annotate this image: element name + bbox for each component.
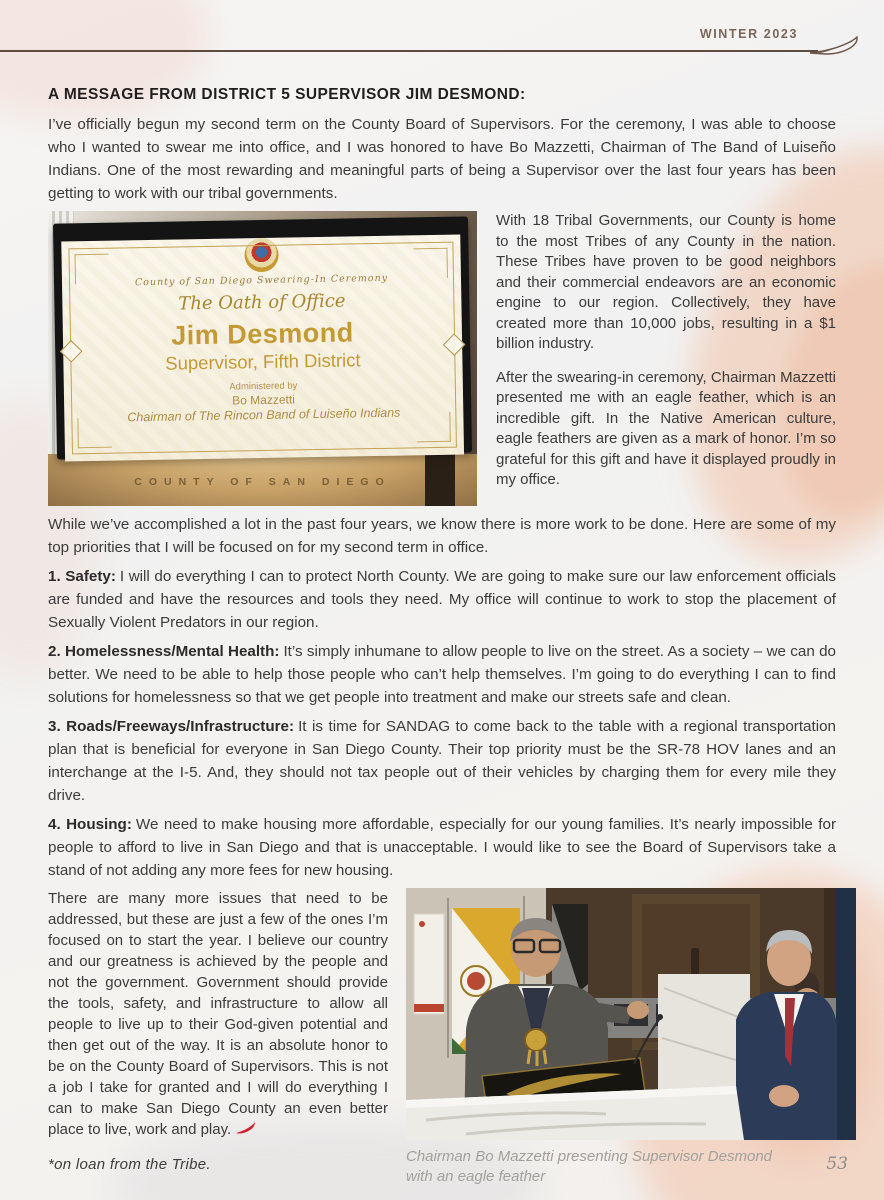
- priorities-intro: While we’ve accomplished a lot in the past four years, we know there is more work to be done. Here are some of my top priorities that I will be focused on for my second term in office.: [48, 516, 836, 556]
- priority-label: 3. Roads/Freeways/Infrastructure:: [48, 718, 295, 735]
- priority-text: We need to make housing more affordable, especially for our young families. It’s nearly impossible for people to afford to live in San Diego and that is unacceptable. I would like to see the Board of Supervisors take a stand of not adding any more fees for new housing.: [48, 816, 836, 879]
- administrator-name: Bo Mazzetti: [232, 392, 296, 408]
- eagle-feather-presentation-photo: [406, 888, 856, 1140]
- priority-text: It is time for SANDAG to come back to the table with a regional transportation plan that is beneficial for everyone in San Diego County. Their top priority must be the SR-78 HOV lanes and an interchange at the I-5. And, they should not tax people out of their vehicles by charging them for every mile they drive.: [48, 718, 836, 804]
- presentation-screen: [53, 216, 472, 459]
- priority-label: 4. Housing:: [48, 816, 132, 833]
- priority-text: I will do everything I can to protect North County. We are going to make sure our law enforcement officials are funded and have the resources and tools they need. My office will continue to work to stop the placement of Sexually Violent Predators in our region.: [48, 568, 836, 631]
- priority-label: 1. Safety:: [48, 568, 116, 585]
- red-feather-icon: [235, 1119, 256, 1140]
- article-heading: A MESSAGE FROM DISTRICT 5 SUPERVISOR JIM DESMOND:: [48, 86, 526, 103]
- administrator-title: Chairman of The Rincon Band of Luiseño Indians: [127, 405, 401, 425]
- corner-ornament: [75, 254, 110, 285]
- bottom-section: [48, 888, 836, 1187]
- wrapped-text-column: [496, 211, 836, 506]
- closing-paragraph: [48, 888, 388, 1140]
- closing-column: [48, 888, 388, 1187]
- corner-ornament: [413, 248, 448, 279]
- lobby-wall: [48, 454, 477, 506]
- page-number: 53: [826, 1154, 848, 1174]
- eagle-feather-paragraph: After the swearing-in ceremony, Chairman Mazzetti presented me with an eagle feather, which is an incredible gift. In the Native American culture, eagle feathers are given as a mark of honor. I’m so grateful for this gift and have it displayed proudly in my office.: [496, 368, 836, 488]
- issue-label: WINTER 2023: [699, 27, 798, 41]
- honoree-name: Jim Desmond: [170, 317, 354, 351]
- administered-by-label: Administered by: [229, 380, 298, 393]
- honoree-title: Supervisor, Fifth District: [165, 349, 361, 374]
- tribal-paragraph: With 18 Tribal Governments, our County is home to the most Tribes of any County in the nation. These Tribes have proven to be good neighbors and their commercial endeavors are an economic engine to our region. Collectively, they have created more than 10,000 jobs, resulting in a $1 billion industry.: [496, 212, 836, 352]
- ceremony-column: [406, 888, 857, 1187]
- priority-paragraph: [48, 715, 836, 807]
- priority-paragraph: [48, 565, 836, 634]
- priority-label: 2. Homelessness/Mental Health:: [48, 643, 280, 660]
- closing-text: There are many more issues that need to be addressed, but these are just a few of the ones I’m focused on to start the year. I believe our country and our greatness is achieved by the people and not the government. Government should provide the tools, safety, and infrastructure to allow all people to live up to their God-given potential and then get out of the way. It is an absolute honor to be on the County Board of Supervisors. This is not a job I take for granted and I will do everything I can to make San Diego County an even better place to live, work and play.: [48, 890, 388, 1138]
- oath-title: The Oath of Office: [178, 290, 346, 315]
- oath-certificate: [61, 235, 464, 462]
- corner-ornament: [77, 418, 112, 449]
- intro-paragraph: I’ve officially begun my second term on the County Board of Supervisors. For the ceremony, I was able to choose who I wanted to swear me into office, and I was honored to have Bo Mazzetti, Chairman of The Band of Luiseño Indians. One of the most rewarding and meaningful parts of being a Supervisor over the last four years has been getting to work with our tribal governments.: [48, 116, 836, 202]
- masthead-rule: [0, 50, 818, 52]
- priority-paragraph: [48, 813, 836, 882]
- feather-icon: [808, 33, 860, 64]
- ceremony-line: County of San Diego Swearing-In Ceremony: [134, 272, 389, 289]
- certificate-border: [68, 242, 457, 455]
- priority-paragraph: [48, 640, 836, 709]
- wall-engraving: COUNTY OF SAN DIEGO: [134, 476, 391, 488]
- oath-of-office-photo: [48, 211, 477, 506]
- priority-text: It’s simply inhumane to allow people to live on the street. As a society – we can do better. We need to be able to help those people who can’t help themselves. I’m going to do everything I can to find solutions for homelessness so that we get people into treatment and make our streets safe and clean.: [48, 643, 836, 706]
- photo-text-block: [48, 211, 836, 506]
- photo-caption: Chairman Bo Mazzetti presenting Supervisor Desmond with an eagle feather: [406, 1148, 772, 1185]
- footnote: *on loan from the Tribe.: [48, 1156, 211, 1173]
- corner-ornament: [416, 412, 451, 443]
